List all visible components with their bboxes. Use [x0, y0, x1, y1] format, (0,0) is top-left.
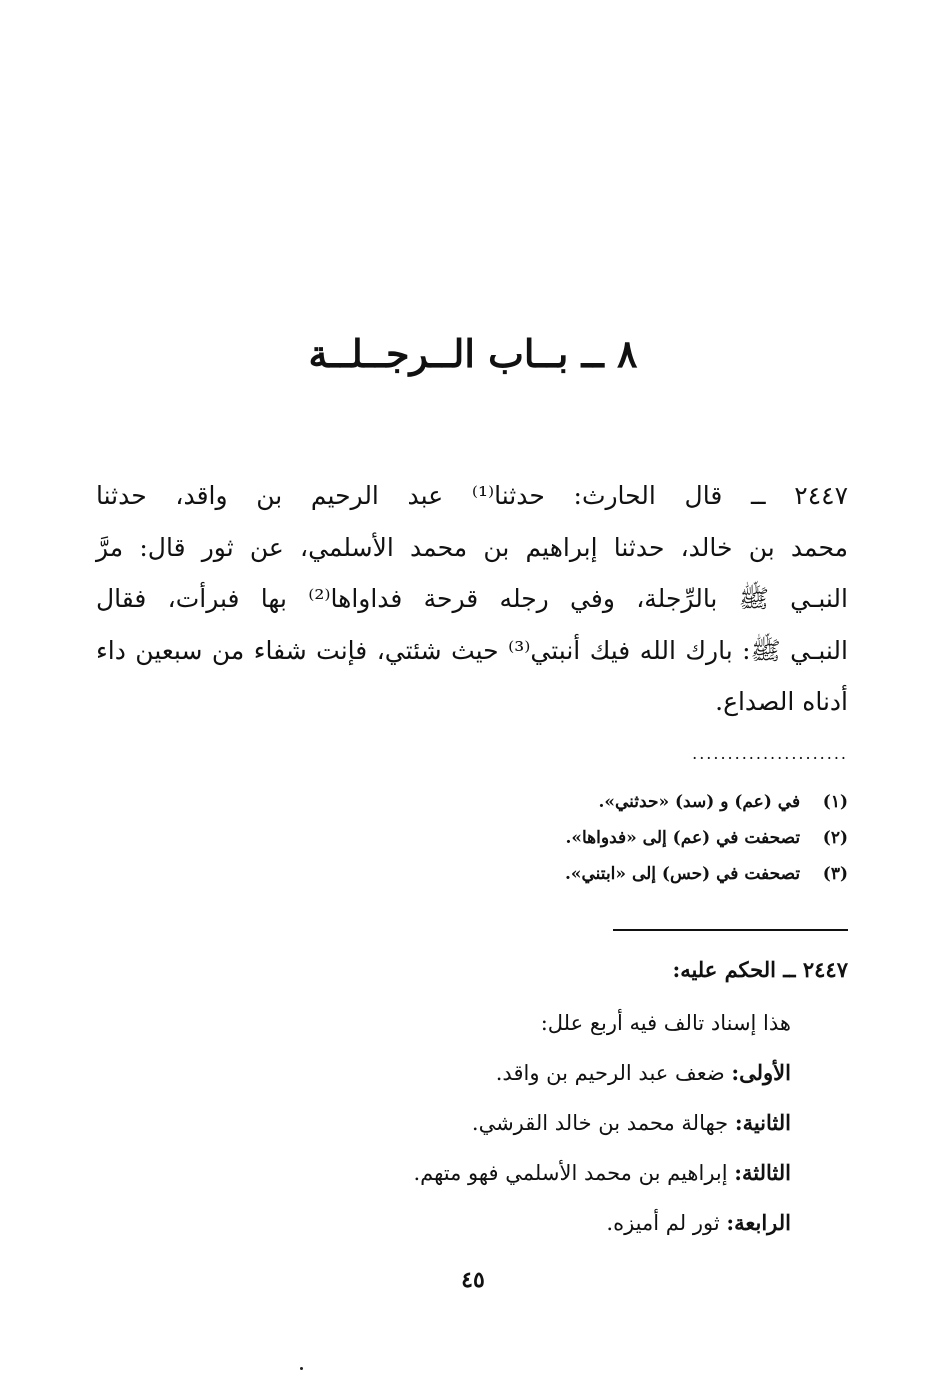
ruling-item: [231, 1198, 791, 1248]
hadith-line: النبـي ﷺ بالرِّجلة، وفي رجله قرحة فداواها⁽²⁾ بها فبرأت، فقال: [96, 584, 848, 613]
ruling-item-text: جهالة محمد بن خالد القرشي.: [471, 1111, 729, 1135]
hadith-line: النبـي ﷺ: بارك الله فيك أنبتي⁽³⁾ حيث شئتي، فإنت شفاء من سبعين داء: [96, 635, 848, 665]
ruling-title: ٢٤٤٧ ــ الحكم عليه:: [672, 957, 848, 982]
ruling-item: [231, 1098, 791, 1148]
ruling-item-label: الثانية:: [734, 1110, 791, 1135]
chapter-title: ٨ ــ بــاب الــرجــلــة: [308, 331, 638, 376]
scan-speck: [300, 1367, 303, 1370]
hadith-line: محمد بن خالد، حدثنا إبراهيم بن محمد الأسلمي، عن ثور قال: مرَّ: [96, 532, 848, 562]
ruling-item-label: الثالثة:: [734, 1160, 791, 1185]
ruling-body: [231, 998, 791, 1248]
footnote-number: (٣): [822, 864, 848, 884]
footnote-item: [248, 856, 848, 892]
ruling-item-label: الرابعة:: [726, 1210, 791, 1235]
footnote-separator-dots: ......................: [692, 748, 848, 760]
footnotes: [248, 784, 848, 892]
ruling-item-text: ثور لم أميزه.: [606, 1211, 720, 1235]
section-divider: [613, 929, 848, 931]
page-number: ٤٥: [461, 1267, 485, 1293]
ruling-item: [231, 1048, 791, 1098]
ruling-item-text: إبراهيم بن محمد الأسلمي فهو متهم.: [413, 1161, 728, 1185]
ruling-item-text: ضعف عبد الرحيم بن واقد.: [495, 1061, 725, 1085]
footnote-number: (١): [822, 792, 848, 812]
footnote-text: تصحفت في (حس) إلى «ابتني».: [564, 864, 801, 884]
footnote-item: [248, 820, 848, 856]
footnote-number: (٢): [822, 828, 848, 848]
footnote-item: [248, 784, 848, 820]
ruling-item-label: الأولى:: [731, 1060, 791, 1085]
footnote-text: تصحفت في (عم) إلى «فدواها».: [565, 828, 801, 848]
hadith-line: ٢٤٤٧ ــ قال الحارث: حدثنا⁽¹⁾ عبد الرحيم بن واقد، حدثنا: [96, 481, 849, 510]
footnote-text: في (عم) و (سد) «حدثني».: [598, 792, 801, 812]
ruling-item: [231, 1148, 791, 1198]
hadith-line: أدناه الصداع.: [715, 687, 848, 716]
ruling-intro: هذا إسناد تالف فيه أربع علل:: [540, 1011, 791, 1035]
hadith-text: [96, 470, 848, 728]
